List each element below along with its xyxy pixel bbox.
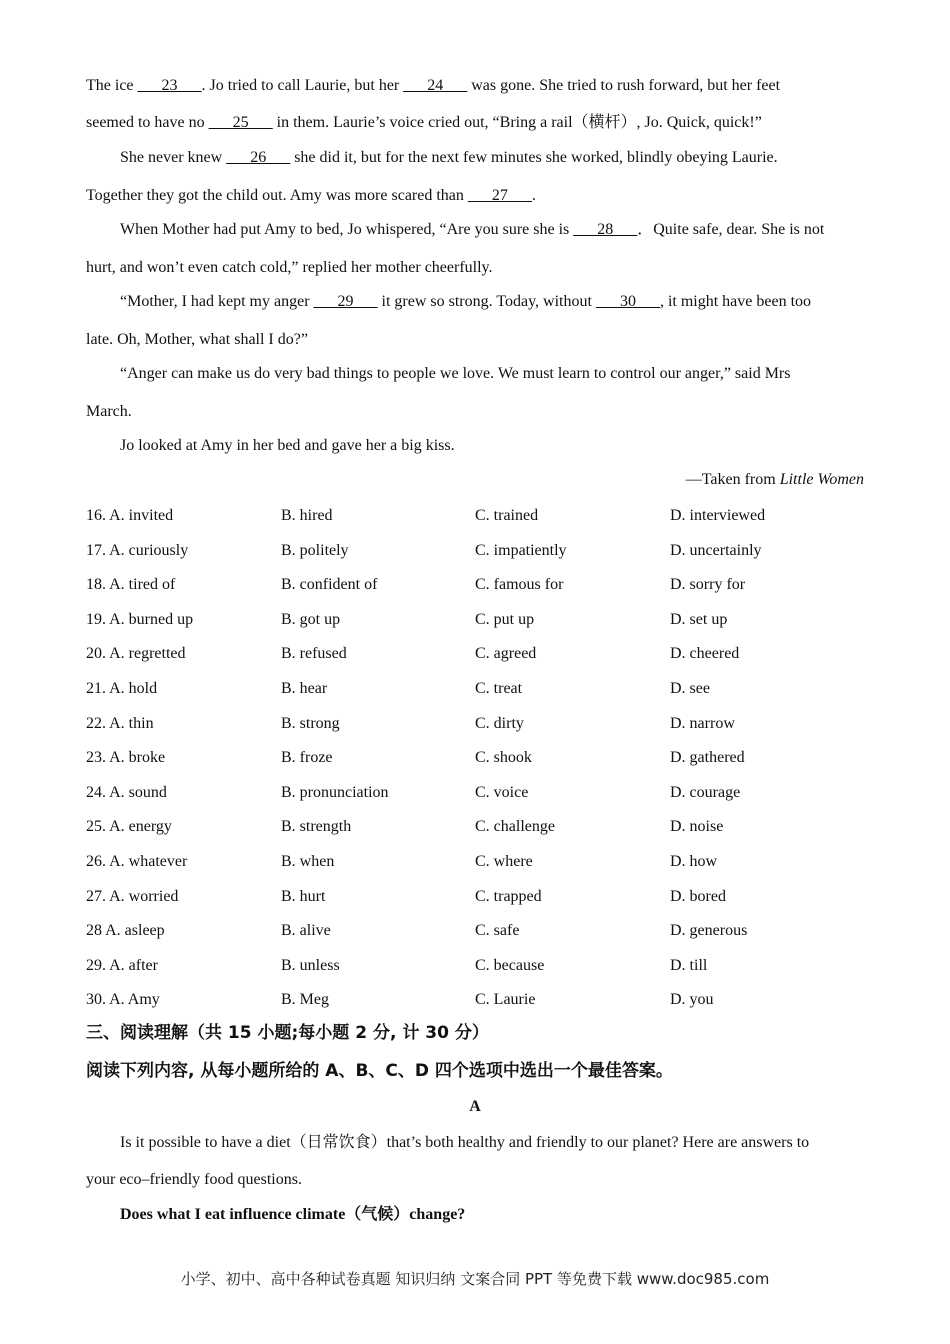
passage-line-5: [120, 220, 864, 240]
text: She never knew: [120, 149, 227, 166]
intro-line-2: your eco–friendly food questions.: [86, 1171, 302, 1188]
option-choice: D. generous: [670, 922, 748, 939]
text: she did it, but for the next few minutes she worked, blindly obeying Laurie.: [290, 149, 778, 166]
text: The ice: [86, 77, 138, 94]
option-row: [86, 541, 886, 561]
option-choice: 27. A. worried: [86, 888, 179, 905]
option-row: [86, 575, 886, 595]
text: , it might have been too: [659, 293, 812, 310]
text: hurt, and won’t even catch cold,” replied her mother cheerfully.: [86, 259, 493, 276]
blank-28: ___28___: [573, 221, 638, 238]
option-row: [86, 714, 886, 734]
option-choice: B. froze: [281, 749, 333, 766]
option-choice: 28 A. asleep: [86, 922, 165, 939]
option-choice: 24. A. sound: [86, 784, 167, 801]
text: seemed to have no: [86, 114, 209, 131]
option-choice: C. agreed: [475, 645, 537, 662]
blank-30: ___30___: [595, 293, 660, 310]
option-choice: D. you: [670, 991, 714, 1008]
option-choice: C. Laurie: [475, 991, 536, 1008]
option-row: [86, 956, 886, 976]
option-choice: C. famous for: [475, 576, 564, 593]
text: March.: [86, 403, 132, 420]
option-choice: B. strong: [281, 715, 340, 732]
text: Together they got the child out. Amy was more scared than: [86, 187, 468, 204]
option-choice: 16. A. invited: [86, 507, 174, 524]
option-choice: B. hear: [281, 680, 328, 697]
section-instruction: 阅读下列内容, 从每小题所给的 A、B、C、D 四个选项中选出一个最佳答案。: [86, 1061, 673, 1081]
text: in them. Laurie’s voice cried out, “Bring a rail（横杆）, Jo. Quick, quick!”: [272, 114, 762, 131]
option-row: [86, 610, 886, 630]
source-title: Little Women: [779, 471, 864, 488]
option-choice: 29. A. after: [86, 957, 158, 974]
option-row: [86, 887, 886, 907]
option-choice: C. where: [475, 853, 533, 870]
option-choice: D. narrow: [670, 715, 735, 732]
passage-line-3: [120, 148, 864, 168]
option-row: [86, 783, 886, 803]
option-row: [86, 990, 886, 1010]
source-prefix: —Taken from: [685, 471, 780, 488]
footer-banner: 小学、初中、高中各种试卷真题 知识归纳 文案合同 PPT 等免费下载 www.doc985.com: [180, 1270, 770, 1288]
option-row: [86, 506, 886, 526]
option-choice: D. set up: [670, 611, 728, 628]
option-choice: 19. A. burned up: [86, 611, 194, 628]
option-choice: B. politely: [281, 542, 349, 559]
option-row: [86, 748, 886, 768]
option-choice: C. treat: [475, 680, 523, 697]
option-choice: D. sorry for: [670, 576, 746, 593]
option-choice: D. till: [670, 957, 708, 974]
option-choice: C. dirty: [475, 715, 524, 732]
blank-25: ___25___: [208, 114, 273, 131]
text: .: [531, 187, 536, 204]
passage-line-2: [86, 113, 864, 133]
option-choice: D. bored: [670, 888, 726, 905]
option-choice: 30. A. Amy: [86, 991, 160, 1008]
passage-line-4: [86, 186, 864, 206]
passage-line-7: [120, 292, 864, 312]
option-choice: 17. A. curiously: [86, 542, 189, 559]
blank-26: ___26___: [226, 149, 291, 166]
option-choice: B. when: [281, 853, 335, 870]
passage-line-10: [86, 402, 864, 422]
option-row: [86, 852, 886, 872]
text: Jo looked at Amy in her bed and gave her a big kiss.: [120, 437, 455, 454]
option-choice: B. pronunciation: [281, 784, 389, 801]
blank-27: ___27___: [467, 187, 532, 204]
option-choice: C. voice: [475, 784, 529, 801]
passage-line-1: [86, 76, 864, 96]
question-heading: Does what I eat influence climate（气候）change?: [120, 1206, 466, 1223]
option-choice: D. noise: [670, 818, 724, 835]
option-choice: D. courage: [670, 784, 741, 801]
option-row: [86, 644, 886, 664]
passage-line-6: [86, 258, 864, 278]
option-choice: 23. A. broke: [86, 749, 166, 766]
intro-line-1: Is it possible to have a diet（日常饮食）that’s both healthy and friendly to our planet? Here are answers to: [120, 1134, 810, 1151]
passage-line-11: [120, 436, 864, 456]
option-choice: B. got up: [281, 611, 341, 628]
option-choice: 21. A. hold: [86, 680, 158, 697]
option-choice: C. trapped: [475, 888, 542, 905]
option-choice: D. see: [670, 680, 710, 697]
option-choice: D. uncertainly: [670, 542, 762, 559]
option-choice: B. hurt: [281, 888, 326, 905]
option-choice: B. confident of: [281, 576, 378, 593]
option-choice: 18. A. tired of: [86, 576, 176, 593]
option-choice: B. alive: [281, 922, 331, 939]
option-choice: B. refused: [281, 645, 347, 662]
text: . Jo tried to call Laurie, but her: [201, 77, 404, 94]
option-row: [86, 921, 886, 941]
option-choice: D. cheered: [670, 645, 740, 662]
option-choice: B. hired: [281, 507, 333, 524]
option-choice: 20. A. regretted: [86, 645, 186, 662]
option-row: [86, 817, 886, 837]
passage-line-8: [86, 330, 864, 350]
option-choice: 25. A. energy: [86, 818, 172, 835]
text: it grew so strong. Today, without: [377, 293, 596, 310]
blank-29: ___29___: [313, 293, 378, 310]
option-choice: D. interviewed: [670, 507, 766, 524]
option-row: [86, 679, 886, 699]
text: “Anger can make us do very bad things to people we love. We must learn to control our anger,” said Mrs: [120, 365, 791, 382]
option-choice: B. unless: [281, 957, 340, 974]
text: “Mother, I had kept my anger: [120, 293, 314, 310]
blank-23: ___23___: [137, 77, 202, 94]
section-heading: 三、阅读理解（共 15 小题;每小题 2 分, 计 30 分）: [86, 1023, 489, 1043]
option-choice: C. challenge: [475, 818, 555, 835]
passage-line-9: [120, 364, 864, 384]
option-choice: 26. A. whatever: [86, 853, 188, 870]
text: ．Quite safe, dear. She is not: [637, 221, 825, 238]
option-choice: D. gathered: [670, 749, 745, 766]
text: When Mother had put Amy to bed, Jo whispered, “Are you sure she is: [120, 221, 574, 238]
text: late. Oh, Mother, what shall I do?”: [86, 331, 308, 348]
option-choice: C. because: [475, 957, 545, 974]
option-choice: C. put up: [475, 611, 535, 628]
text: was gone. She tried to rush forward, but her feet: [467, 77, 781, 94]
option-choice: C. shook: [475, 749, 532, 766]
part-label: A: [469, 1098, 481, 1115]
blank-24: ___24___: [403, 77, 468, 94]
source-attribution: [686, 470, 864, 490]
option-choice: 22. A. thin: [86, 715, 154, 732]
option-choice: D. how: [670, 853, 718, 870]
option-choice: C. impatiently: [475, 542, 567, 559]
option-choice: C. trained: [475, 507, 539, 524]
option-choice: B. Meg: [281, 991, 329, 1008]
option-choice: C. safe: [475, 922, 520, 939]
option-choice: B. strength: [281, 818, 352, 835]
